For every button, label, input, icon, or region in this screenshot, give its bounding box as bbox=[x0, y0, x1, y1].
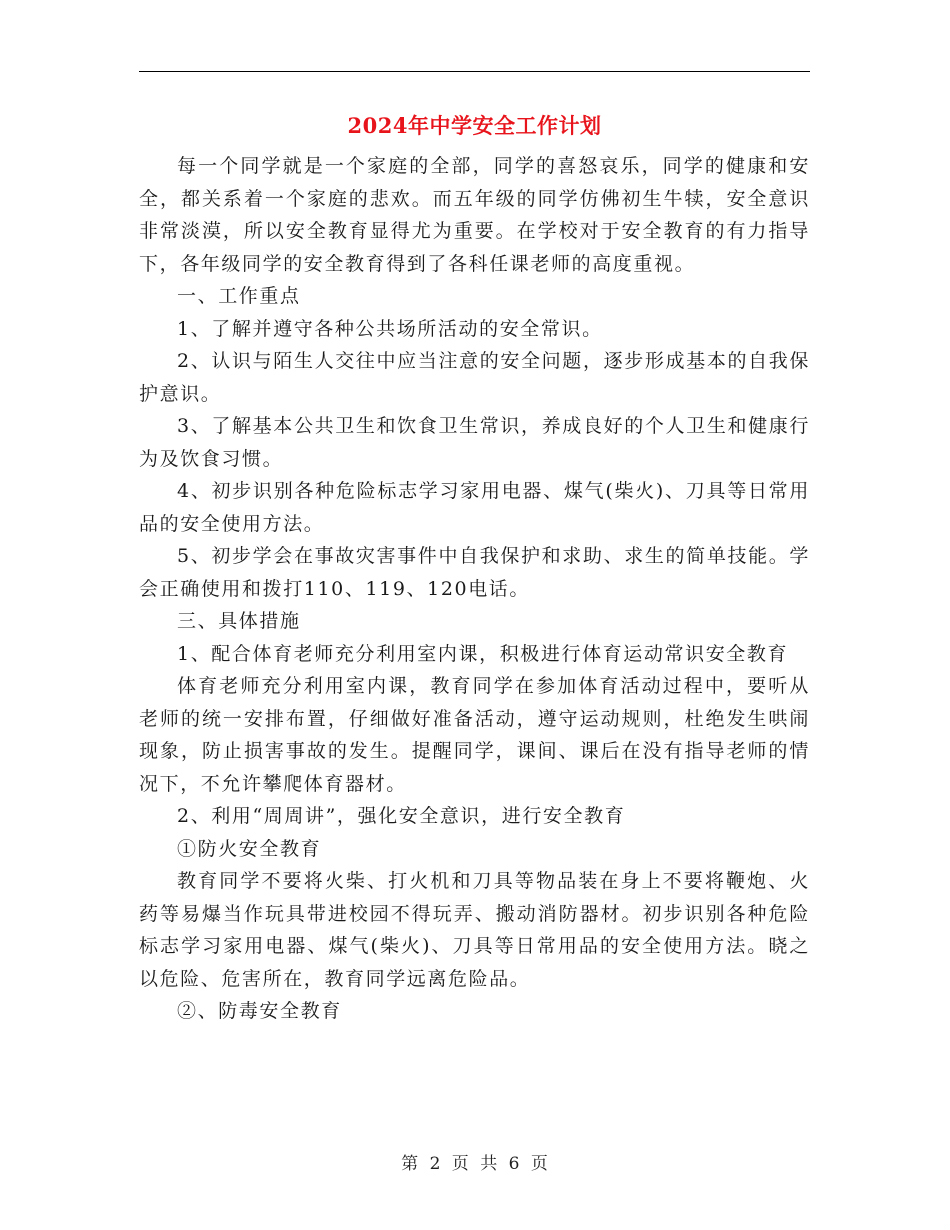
document-body bbox=[139, 150, 810, 1028]
measure-item-2: 2、利用“周周讲”，强化安全意识，进行安全教育 bbox=[177, 805, 626, 827]
page-number-footer: 第 2 页 共 6 页 bbox=[401, 1154, 549, 1174]
section-heading-work-focus: 一、工作重点 bbox=[177, 285, 301, 307]
focus-item-1: 1、了解并遵守各种公共场所活动的安全常识。 bbox=[177, 317, 603, 340]
measure-item-1-detail: 体育老师充分利用室内课，教育同学在参加体育活动过程中，要听从老师的统一安排布置，仔细做好准备活动，遵守运动规则，杜绝发生哄闹现象，防止损害事故的发生。提醒同学，课间、课后在没有指导老师的情况下，不允许攀爬体育器材。 bbox=[139, 675, 810, 795]
section-heading-measures: 三、具体措施 bbox=[177, 610, 301, 632]
document-title: 2024年中学安全工作计划 bbox=[347, 113, 602, 138]
measure-item-1: 1、配合体育老师充分利用室内课，积极进行体育运动常识安全教育 bbox=[177, 642, 789, 665]
fire-safety-heading: ①防火安全教育 bbox=[177, 837, 322, 860]
focus-item-5: 5、初步学会在事故灾害事件中自我保护和求助、求生的简单技能。学会正确使用和拨打110、119、120电话。 bbox=[139, 545, 810, 600]
focus-item-3: 3、了解基本公共卫生和饮食卫生常识，养成良好的个人卫生和健康行为及饮食习惯。 bbox=[139, 415, 810, 470]
focus-item-4: 4、初步识别各种危险标志学习家用电器、煤气(柴火)、刀具等日常用品的安全使用方法。 bbox=[139, 480, 810, 535]
intro-paragraph: 每一个同学就是一个家庭的全部，同学的喜怒哀乐，同学的健康和安全，都关系着一个家庭的悲欢。而五年级的同学仿佛初生牛犊，安全意识非常淡漠，所以安全教育显得尤为重要。在学校对于安全教育的有力指导下，各年级同学的安全教育得到了各科任课老师的高度重视。 bbox=[139, 155, 810, 275]
focus-item-2: 2、认识与陌生人交往中应当注意的安全问题，逐步形成基本的自我保护意识。 bbox=[139, 350, 810, 405]
fire-safety-detail: 教育同学不要将火柴、打火机和刀具等物品装在身上不要将鞭炮、火药等易爆当作玩具带进校园不得玩弄、搬动消防器材。初步识别各种危险标志学习家用电器、煤气(柴火)、刀具等日常用品的安全使用方法。晓之以危险、危害所在，教育同学远离危险品。 bbox=[139, 870, 810, 990]
poison-safety-heading: ②、防毒安全教育 bbox=[177, 1000, 342, 1022]
header-rule bbox=[139, 71, 810, 72]
